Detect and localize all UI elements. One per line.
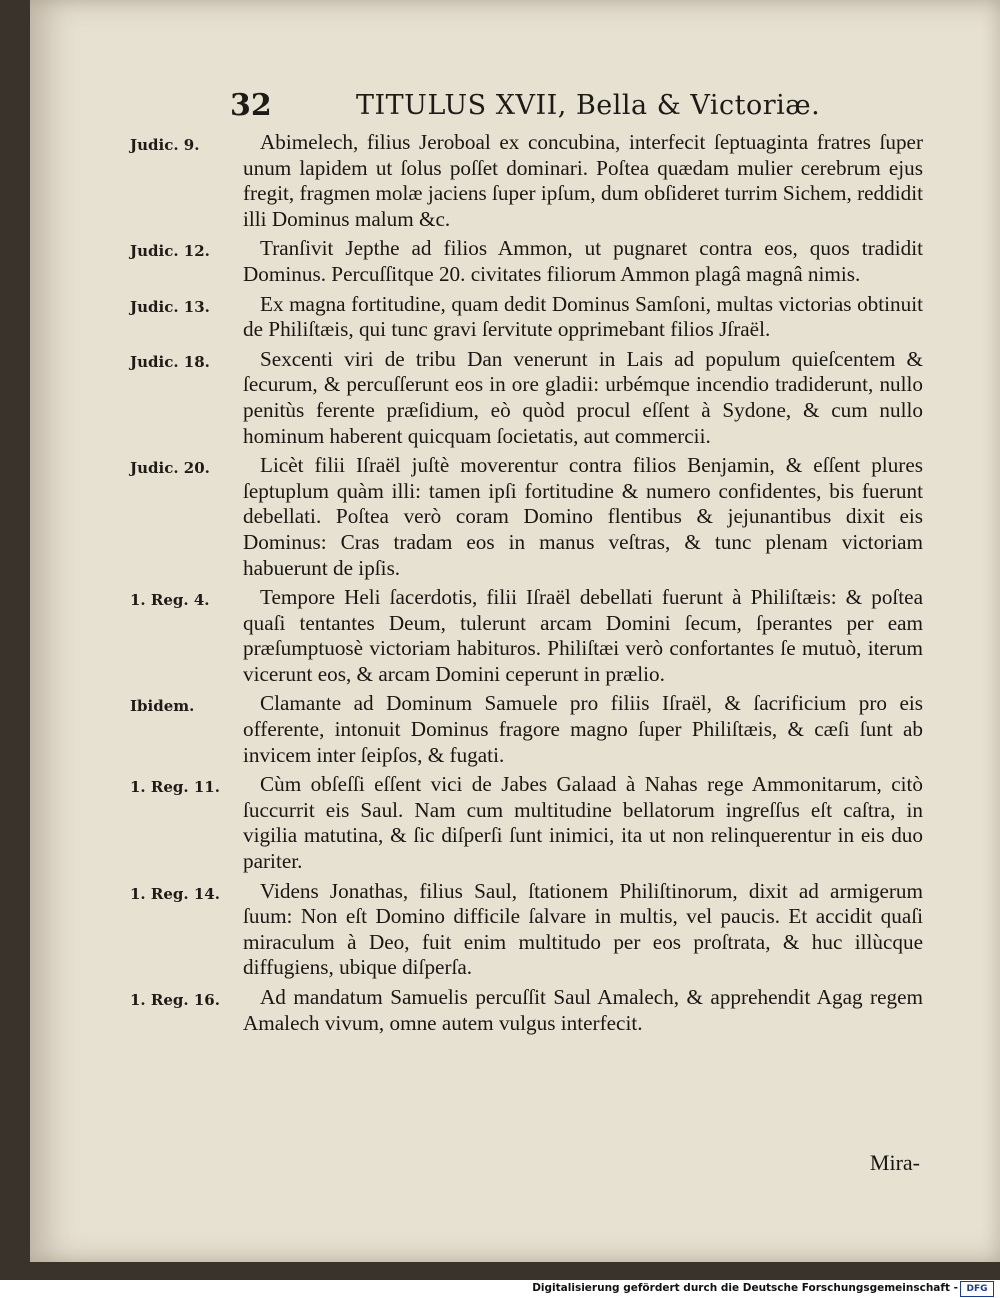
entry-text: Clamante ad Dominum Samuele pro filiis Iſraël, & ſacrificium pro eis offerente, intonuit Dominus fragore magno ſuper Philiſtæis, & cæſi ſunt ab invicem inter ſeipſos, & fugati. [243,691,923,767]
entries-list [30,130,1000,1040]
entry-text: Tempore Heli ſacerdotis, filii Iſraël debellati fuerunt à Philiſtæis: & poſtea quaſi tentantes Deum, tulerunt arcam Domini ſecum, ſperantes per eam præſumptuosè victoriam habituros. Philiſtæi verò confortantes ſe mutuò, iterum vicerunt eos, & arcam Domini ceperunt in prælio. [243,585,923,686]
catchword: Mira- [869,1150,920,1175]
entry-text: Videns Jonathas, filius Saul, ſtationem Philiſtinorum, dixit ad armigerum ſuum: Non eſt Domino difficile ſalvare in multis, vel paucis. Et accidit quaſi miraculum à Deo, fuit enim multitudo per eos proſtrata, & huc illùcque diffugiens, ubique diſperſa. [243,878,923,980]
digitization-footer [0,1280,1000,1298]
page-header [30,88,1000,128]
entry-text: Ad mandatum Samuelis percuſſit Saul Amalech, & apprehendit Agag regem Amalech vivum, omne autem vulgus interfecit. [243,985,923,1035]
entry [30,585,1000,687]
entry [30,236,1000,287]
entry-text: Ex magna fortitudine, quam dedit Dominus Samſoni, multas victorias obtinuit de Philiſtæis, qui tunc gravi ſervitute opprimebant filios Jſraël. [243,291,923,342]
entry [30,691,1000,768]
page-number: 32 [230,88,272,123]
dfg-logo: DFG [960,1281,994,1297]
entry [30,130,1000,232]
marginal-reference: Judic. 18. [130,352,210,371]
funding-credit: Digitalisierung gefördert durch die Deutsche Forschungsgemeinschaft - [532,1282,958,1294]
marginal-reference: 1. Reg. 16. [130,991,220,1009]
marginal-reference: 1. Reg. 4. [130,591,210,610]
marginal-reference: 1. Reg. 11. [130,778,220,797]
marginal-reference: Judic. 9. [130,136,200,154]
marginal-reference: Judic. 20. [130,459,210,478]
entry [30,985,1000,1036]
entry-text: Tranſivit Jepthe ad filios Ammon, ut pugnaret contra eos, quos tradidit Dominus. Percuſſitque 20. civitates filiorum Ammon plagâ magnâ nimis. [243,236,923,286]
entry [30,347,1000,449]
marginal-reference: 1. Reg. 14. [130,884,220,903]
entry-text: Sexcenti viri de tribu Dan venerunt in Lais ad populum quieſcentem & ſecurum, & percuſſerunt eos in ore gladii: urbémque incendio tradiderunt, nullo penitùs ferente præſidium, eò quòd procul eſſent à Sydone, & cum nullo hominum haberent quicquam ſocietatis, aut commercii. [243,346,923,448]
entry [30,879,1000,981]
entry-text: Licèt filii Iſraël juſtè moverentur contra filios Benjamin, & eſſent plures ſeptuplum quàm illi: tamen ipſi fortitudine & numero confidentes, bis fuerunt debellati. Poſtea verò coram Domino flentibus & jejunantibus dixit eis Dominus: Cras tradam eos in manus veſtras, & tunc plenam victoriam habuerunt de ipſis. [243,453,923,580]
marginal-reference: Ibidem. [130,697,195,716]
entry [30,772,1000,874]
running-title: TITULUS XVII, Bella & Victoriæ. [356,90,821,121]
entry-text: Cùm obſeſſi eſſent vici de Jabes Galaad à Nahas rege Ammonitarum, citò ſuccurrit eis Saul. Nam cum multitudine bellatorum ingreſſus eſt caſtra, in vigilia matutina, & ſic diſperſi ſunt inimici, ita ut non relinquerentur in eis duo pariter. [243,772,923,874]
marginal-reference: Judic. 12. [130,242,210,261]
book-page [30,0,1000,1262]
entry [30,453,1000,581]
marginal-reference: Judic. 13. [130,297,210,316]
entry [30,292,1000,343]
entry-text: Abimelech, filius Jeroboal ex concubina, interfecit ſeptuaginta fratres ſuper unum lapidem ut ſolus poſſet dominari. Poſtea quædam mulier cerebrum ejus fregit, fragmen molæ jaciens ſuper ipſum, dum obſideret turrim Sichem, reddidit illi Dominus malum &c. [243,130,923,231]
